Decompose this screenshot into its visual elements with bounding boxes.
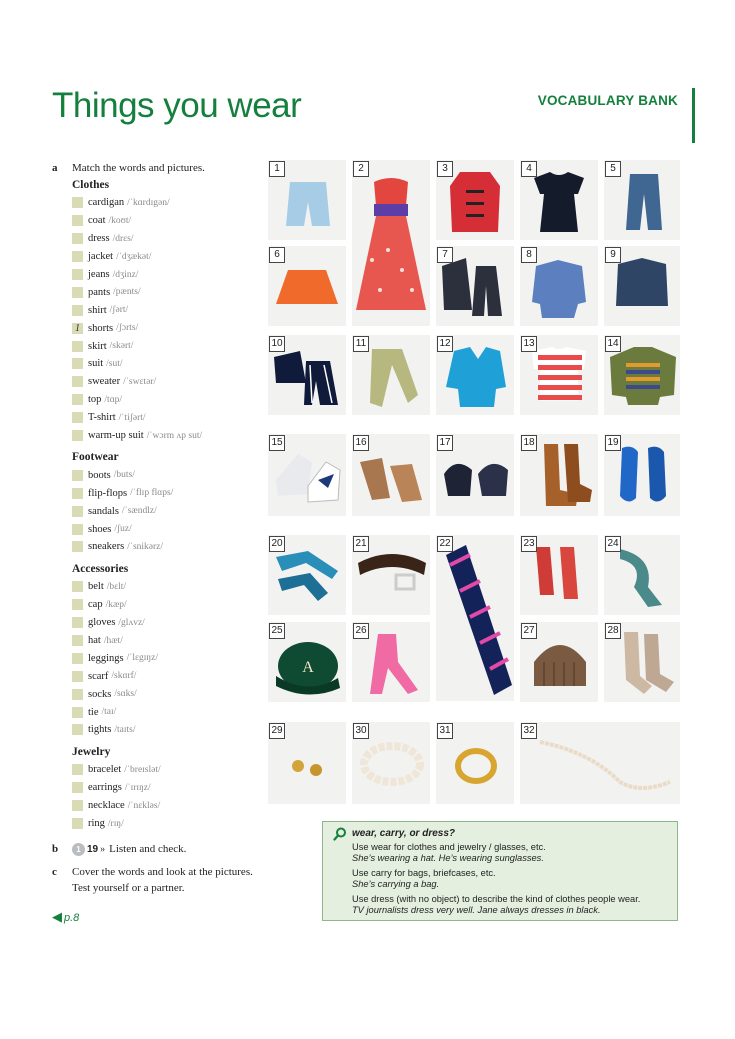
note-dress-example: TV journalists dress very well. Jane always dresses in black. xyxy=(352,905,601,916)
word-item xyxy=(72,427,267,445)
word-item xyxy=(72,538,267,556)
picture-number-label: 2 xyxy=(353,161,369,177)
phonetic-transcription: /ˈbreɪslət/ xyxy=(124,764,161,775)
note-heading-text: wear, carry, or dress? xyxy=(352,828,456,840)
answer-box[interactable] xyxy=(72,251,83,262)
word-list xyxy=(72,578,267,739)
sound-wave-icon: » xyxy=(100,843,106,855)
picture-number-label: 13 xyxy=(521,336,537,352)
word-item xyxy=(72,373,267,391)
answer-box[interactable] xyxy=(72,707,83,718)
tie-illustration xyxy=(436,535,514,701)
exercise-c xyxy=(52,864,267,896)
note-wear xyxy=(352,842,669,865)
phonetic-transcription: /ˈswɛtər/ xyxy=(123,376,157,387)
exercise-c-letter: c xyxy=(52,865,57,878)
answer-box[interactable] xyxy=(72,581,83,592)
back-arrow-icon: ◀ xyxy=(52,909,62,924)
phonetic-transcription: /skərt/ xyxy=(109,341,134,352)
answer-box[interactable] xyxy=(72,506,83,517)
picture-bracelet xyxy=(352,722,430,804)
picture-number-label: 25 xyxy=(269,623,285,639)
answer-box[interactable] xyxy=(72,470,83,481)
vocab-word: tie xyxy=(88,706,99,718)
vocab-word: earrings xyxy=(88,782,122,794)
phonetic-transcription: /ˈɪrɪŋz/ xyxy=(124,782,151,793)
phonetic-transcription: /ʃərt/ xyxy=(109,305,129,316)
page-reference[interactable] xyxy=(52,909,79,925)
vocab-word: warm-up suit xyxy=(88,430,144,442)
note-heading xyxy=(333,827,669,841)
phonetic-transcription: /ˈlɛgɪŋz/ xyxy=(126,653,158,664)
picture-cardigan xyxy=(436,335,514,415)
picture-number-label: 14 xyxy=(605,336,621,352)
word-item xyxy=(72,409,267,427)
picture-suit xyxy=(436,246,514,326)
picture-sneakers xyxy=(268,434,346,516)
section-title: Accessories xyxy=(72,562,129,575)
answer-box[interactable] xyxy=(72,599,83,610)
picture-dress xyxy=(352,160,430,326)
word-item xyxy=(72,230,267,248)
vocab-word: T-shirt xyxy=(88,412,116,424)
phonetic-transcription: /taɪts/ xyxy=(114,724,136,735)
exercise-a-instruction xyxy=(52,160,267,176)
answer-box[interactable] xyxy=(72,287,83,298)
word-item xyxy=(72,301,267,319)
word-item xyxy=(72,685,267,703)
exercise-b xyxy=(52,841,267,858)
picture-number-label: 16 xyxy=(353,435,369,451)
phonetic-transcription: /ʃɔrts/ xyxy=(116,323,139,334)
picture-socks xyxy=(604,622,680,702)
picture-number-label: 30 xyxy=(353,723,369,739)
picture-number-label: 20 xyxy=(269,536,285,552)
answer-box[interactable] xyxy=(72,269,83,280)
vocab-word: sandals xyxy=(88,505,119,517)
picture-necklace xyxy=(520,722,680,804)
phonetic-transcription: /kæp/ xyxy=(105,599,127,610)
word-item xyxy=(72,194,267,212)
picture-number-label: 32 xyxy=(521,723,537,739)
picture-number-label: 22 xyxy=(437,536,453,552)
picture-jeans xyxy=(604,160,680,240)
word-item xyxy=(72,355,267,373)
magnifier-icon xyxy=(333,827,347,841)
phonetic-transcription: /ˈsnikərz/ xyxy=(127,541,164,552)
picture-scarf xyxy=(604,535,680,615)
picture-warm-up-suit xyxy=(268,335,346,415)
exercise-b-letter: b xyxy=(52,842,59,855)
picture-number-label: 10 xyxy=(269,336,285,352)
word-item xyxy=(72,283,267,301)
picture-gloves xyxy=(520,535,598,615)
word-item xyxy=(72,797,267,815)
picture-number-label: 24 xyxy=(605,536,621,552)
svg-text:A: A xyxy=(302,659,314,676)
answer-box[interactable] xyxy=(72,782,83,793)
word-item xyxy=(72,319,267,337)
vocab-word: skirt xyxy=(88,340,107,352)
picture-number-label: 5 xyxy=(605,161,621,177)
word-list xyxy=(72,466,267,555)
vocab-word: flip-flops xyxy=(88,487,128,499)
exercise-c-text-line1: Cover the words and look at the pictures. xyxy=(72,865,253,878)
vocab-word: tights xyxy=(88,724,112,736)
vocab-word: jeans xyxy=(88,269,110,280)
phonetic-transcription: /drɛs/ xyxy=(112,233,134,244)
answer-box[interactable] xyxy=(72,215,83,226)
phonetic-transcription: /ˈdʒækət/ xyxy=(116,251,152,262)
answer-box[interactable] xyxy=(72,635,83,646)
phonetic-transcription: /ʃuz/ xyxy=(114,524,132,535)
word-item xyxy=(72,466,267,484)
picture-pants xyxy=(352,335,430,415)
word-item xyxy=(72,703,267,721)
phonetic-transcription: /glʌvz/ xyxy=(118,617,145,628)
phonetic-transcription: /taɪ/ xyxy=(101,707,117,718)
answer-box[interactable] xyxy=(72,524,83,535)
answer-box[interactable] xyxy=(72,394,83,405)
picture-number-label: 9 xyxy=(605,247,621,263)
vocab-word: shirt xyxy=(88,304,107,316)
phonetic-transcription: /dʒinz/ xyxy=(112,269,139,280)
dress-illustration xyxy=(352,160,430,326)
phonetic-transcription: /hæt/ xyxy=(103,635,123,646)
vocab-word: bracelet xyxy=(88,764,122,776)
vocab-word: jacket xyxy=(88,251,114,263)
picture-number-label: 12 xyxy=(437,336,453,352)
word-item xyxy=(72,614,267,632)
phonetic-transcription: /skɑrf/ xyxy=(111,671,137,682)
phonetic-transcription: /ˈnɛkləs/ xyxy=(127,800,161,811)
word-item xyxy=(72,649,267,667)
answer-box[interactable] xyxy=(72,376,83,387)
picture-number-label: 11 xyxy=(353,336,369,352)
word-item xyxy=(72,520,267,538)
phonetic-transcription: /bɛlt/ xyxy=(106,581,127,592)
vocab-word: leggings xyxy=(88,652,124,664)
picture-belt xyxy=(352,535,430,615)
note-dress xyxy=(352,894,669,917)
picture-number-label: 8 xyxy=(521,247,537,263)
section-title: Footwear xyxy=(72,451,119,464)
vocab-word: cap xyxy=(88,599,103,611)
picture-shirt xyxy=(520,246,598,326)
answer-box[interactable] xyxy=(72,358,83,369)
picture-sandals xyxy=(352,434,430,516)
word-item xyxy=(72,815,267,833)
audio-track-number: 19 xyxy=(87,843,99,855)
phonetic-transcription: /rɪŋ/ xyxy=(107,818,124,829)
vocab-word: gloves xyxy=(88,617,116,629)
word-item xyxy=(72,502,267,520)
picture-number-label: 7 xyxy=(437,247,453,263)
vocab-word: pants xyxy=(88,286,111,298)
answer-box[interactable] xyxy=(72,653,83,664)
word-item xyxy=(72,632,267,650)
vocab-word: ring xyxy=(88,818,105,830)
header-accent-bar xyxy=(692,88,695,143)
answer-box[interactable] xyxy=(72,764,83,775)
vocab-word: shoes xyxy=(88,523,112,535)
vocab-word: suit xyxy=(88,358,104,370)
picture-number-label: 26 xyxy=(353,623,369,639)
picture-number-label: 28 xyxy=(605,623,621,639)
vocab-word: hat xyxy=(88,635,101,647)
vocab-word: sneakers xyxy=(88,541,125,553)
picture-flip-flops xyxy=(604,434,680,516)
phonetic-transcription: /pænts/ xyxy=(113,287,141,298)
answer-box[interactable] xyxy=(72,800,83,811)
picture-number-label: 18 xyxy=(521,435,537,451)
picture-tights xyxy=(268,535,346,615)
note-wear-example: She’s wearing a hat. He’s wearing sunglasses. xyxy=(352,853,544,864)
picture-number-label: 19 xyxy=(605,435,621,451)
vocabulary-bank-label: VOCABULARY BANK xyxy=(537,93,678,108)
vocab-word: necklace xyxy=(88,800,125,812)
vocab-word: boots xyxy=(88,469,111,481)
word-item xyxy=(72,761,267,779)
answer-box[interactable] xyxy=(72,689,83,700)
answer-box[interactable] xyxy=(72,430,83,441)
word-item xyxy=(72,721,267,739)
vocabulary-sections xyxy=(52,176,267,833)
phonetic-transcription: /sut/ xyxy=(106,358,123,369)
answer-box[interactable] xyxy=(72,412,83,423)
answer-box[interactable] xyxy=(72,305,83,316)
picture-top xyxy=(520,160,598,240)
phonetic-transcription: /koʊt/ xyxy=(108,215,132,226)
answer-box[interactable] xyxy=(72,197,83,208)
word-item xyxy=(72,779,267,797)
answer-box[interactable] xyxy=(72,341,83,352)
usage-note-box xyxy=(322,821,678,921)
exercise-c-text-line2: Test yourself or a partner. xyxy=(72,881,185,894)
phonetic-transcription: /ˈtiʃərt/ xyxy=(118,412,146,423)
picture-leggings xyxy=(352,622,430,702)
picture-t-shirt xyxy=(520,335,598,415)
vocab-word: sweater xyxy=(88,376,121,388)
phonetic-transcription: /ˈwɔrm ʌp sut/ xyxy=(146,430,203,441)
picture-number-label: 31 xyxy=(437,723,453,739)
picture-number-label: 23 xyxy=(521,536,537,552)
picture-number-label: 27 xyxy=(521,623,537,639)
word-list-column xyxy=(52,160,267,896)
vocab-word: cardigan xyxy=(88,197,125,209)
section-title: Clothes xyxy=(72,179,110,191)
answer-box[interactable] xyxy=(72,671,83,682)
picture-number-label: 15 xyxy=(269,435,285,451)
exercise-b-text: Listen and check. xyxy=(109,842,187,855)
answer-box[interactable]: 1 xyxy=(72,323,83,334)
picture-boots xyxy=(520,434,598,516)
phonetic-transcription: /buts/ xyxy=(113,470,135,481)
word-item xyxy=(72,578,267,596)
picture-number-label: 17 xyxy=(437,435,453,451)
picture-number-label: 21 xyxy=(353,536,369,552)
exercise-a-text: Match the words and pictures. xyxy=(72,162,205,174)
phonetic-transcription: /ˈsændlz/ xyxy=(121,506,157,517)
answer-box[interactable] xyxy=(72,818,83,829)
picture-grid xyxy=(268,160,680,804)
picture-hat xyxy=(520,622,598,702)
word-list xyxy=(72,761,267,833)
picture-cap xyxy=(268,622,346,702)
phonetic-transcription: /ˈkɑrdɪgən/ xyxy=(127,197,170,208)
vocab-word: socks xyxy=(88,688,112,700)
picture-number-label: 29 xyxy=(269,723,285,739)
picture-earrings xyxy=(268,722,346,804)
note-wear-rule: Use wear for clothes and jewelry / glasses, etc. xyxy=(352,842,546,852)
word-item xyxy=(72,667,267,685)
picture-shorts xyxy=(268,160,346,240)
picture-number-label: 6 xyxy=(269,247,285,263)
picture-jacket xyxy=(604,246,680,326)
answer-box[interactable] xyxy=(72,617,83,628)
page-reference-text: p.8 xyxy=(64,912,80,924)
word-item xyxy=(72,391,267,409)
audio-track-icon[interactable]: 1 xyxy=(72,843,85,856)
note-carry xyxy=(352,868,669,891)
phonetic-transcription: /ˈflɪp flɑps/ xyxy=(130,488,174,499)
word-list xyxy=(72,194,267,444)
phonetic-transcription: /tɑp/ xyxy=(104,394,123,405)
word-item xyxy=(72,337,267,355)
note-carry-example: She’s carrying a bag. xyxy=(352,879,440,890)
word-item xyxy=(72,266,267,284)
vocab-word: coat xyxy=(88,215,106,227)
answer-box[interactable] xyxy=(72,724,83,735)
vocab-word: dress xyxy=(88,233,110,245)
picture-number-label: 4 xyxy=(521,161,537,177)
picture-shoes xyxy=(436,434,514,516)
exercise-a-letter: a xyxy=(52,162,58,174)
note-carry-rule: Use carry for bags, briefcases, etc. xyxy=(352,867,496,878)
picture-skirt xyxy=(268,246,346,326)
picture-number-label: 1 xyxy=(269,161,285,177)
phonetic-transcription: /sɑks/ xyxy=(114,689,137,700)
word-item xyxy=(72,212,267,230)
vocab-word: shorts xyxy=(88,322,114,334)
picture-tie xyxy=(436,535,514,701)
section-title: Jewelry xyxy=(72,745,111,758)
picture-number-label: 3 xyxy=(437,161,453,177)
note-dress-rule: Use dress (with no object) to describe the kind of clothes people wear. xyxy=(352,893,641,904)
answer-box[interactable] xyxy=(72,541,83,552)
vocab-word: belt xyxy=(88,581,104,593)
picture-coat xyxy=(436,160,514,240)
necklace-illustration xyxy=(520,722,680,804)
picture-ring xyxy=(436,722,514,804)
answer-box[interactable] xyxy=(72,488,83,499)
word-item xyxy=(72,248,267,266)
word-item xyxy=(72,484,267,502)
picture-sweater xyxy=(604,335,680,415)
word-item xyxy=(72,596,267,614)
vocab-word: top xyxy=(88,394,102,406)
vocab-word: scarf xyxy=(88,670,109,682)
page-title: Things you wear xyxy=(52,86,302,125)
answer-box[interactable] xyxy=(72,233,83,244)
